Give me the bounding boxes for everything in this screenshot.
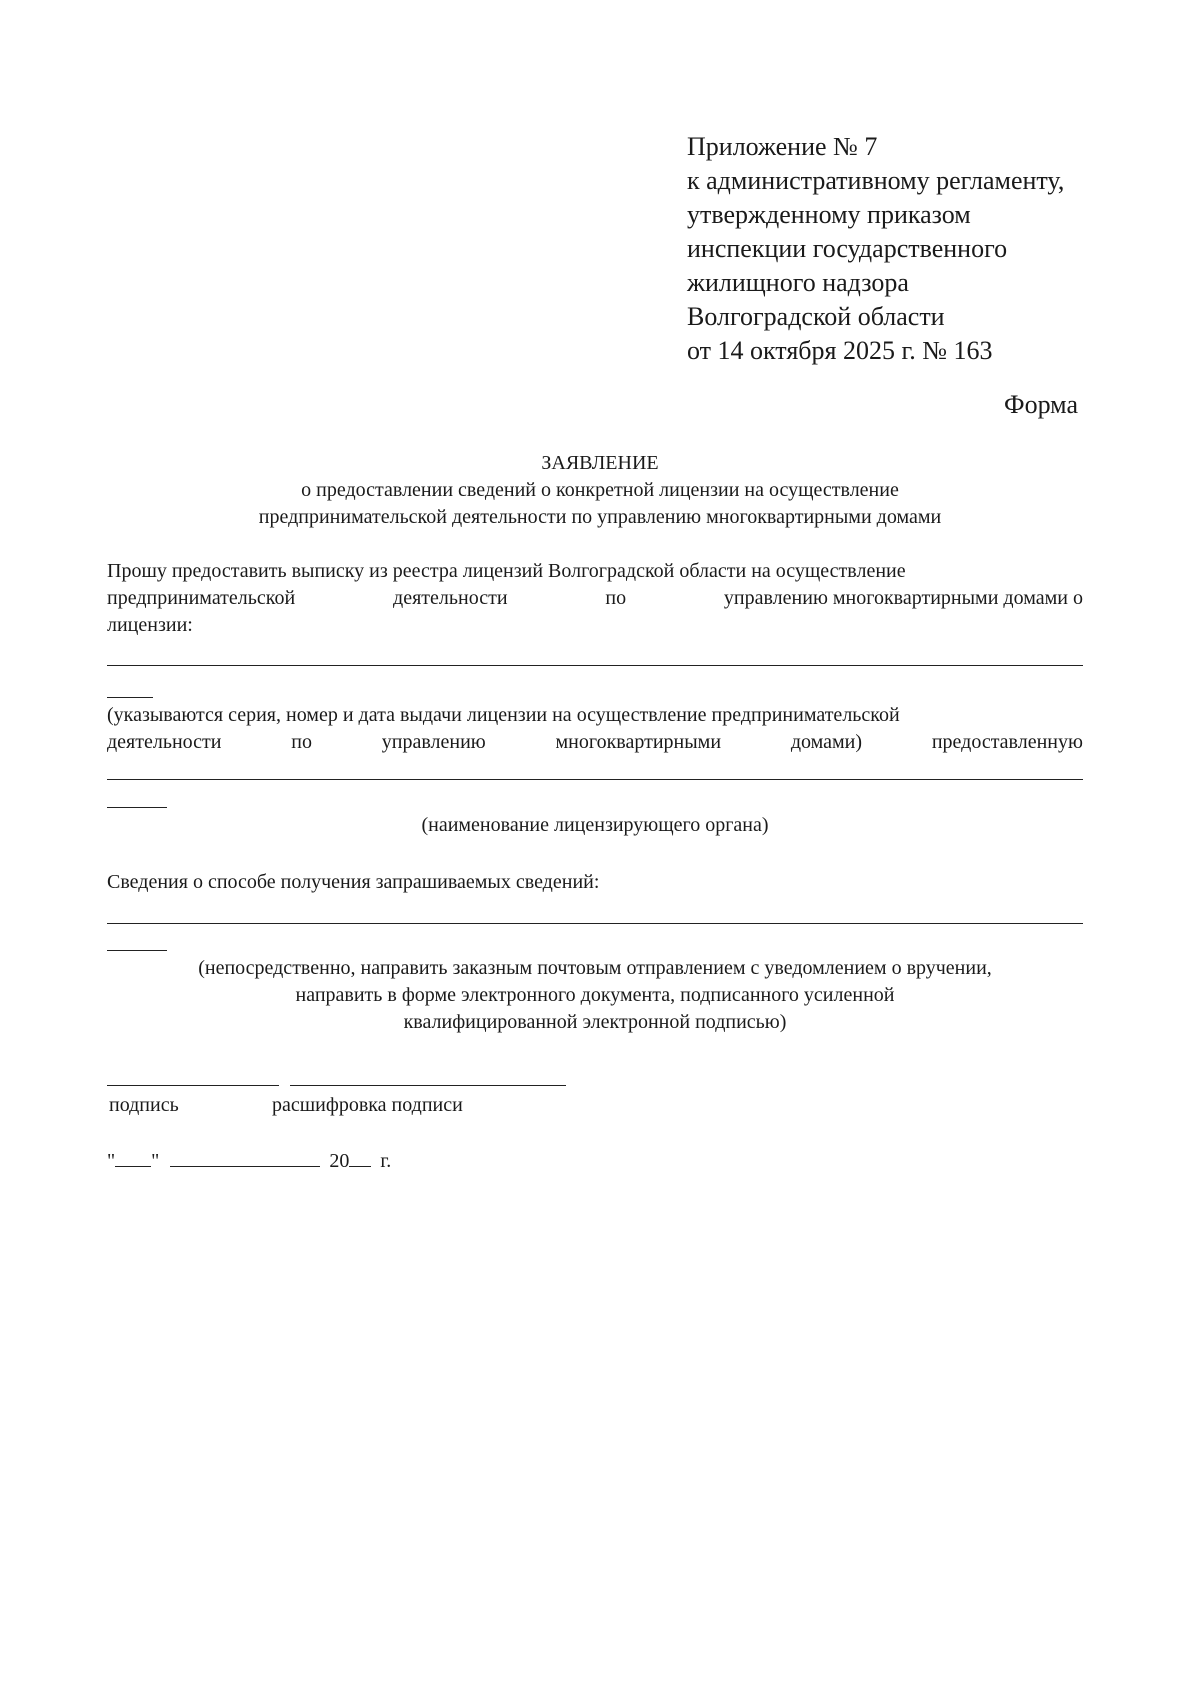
authority-fill-line[interactable] [107, 779, 1083, 780]
hint-word: управлению [381, 731, 486, 753]
signature-decode-label: расшифровка подписи [272, 1094, 463, 1116]
date-close-quote: " [151, 1150, 160, 1172]
year-prefix: 20 [329, 1150, 350, 1172]
method-hint [107, 955, 1083, 1036]
method-hint-line: направить в форме электронного документа, подписанного усиленной [295, 984, 895, 1006]
appendix-line: жилищного надзора [687, 268, 909, 297]
title-line: предпринимательской деятельности по управлению многоквартирными домами [258, 506, 942, 528]
appendix-line: инспекции государственного [687, 234, 1008, 263]
method-fill-line-cont[interactable] [107, 950, 167, 951]
appendix-line: от 14 октября 2025 г. № 163 [687, 336, 993, 365]
method-hint-line: квалифицированной электронной подписью) [403, 1011, 787, 1033]
day-field[interactable] [115, 1148, 151, 1167]
method-label: Сведения о способе получения запрашиваемых сведений: [107, 871, 600, 893]
authority-hint: (наименование лицензирующего органа) [421, 814, 769, 836]
appendix-line: к административному регламенту, [687, 166, 1065, 195]
month-field[interactable] [170, 1148, 320, 1167]
license-hint-line: (указываются серия, номер и дата выдачи лицензии на осуществление предпринимательской [107, 704, 900, 726]
appendix-line: Приложение № 7 [687, 132, 878, 161]
request-word: предпринимательской [107, 587, 296, 609]
method-fill-line[interactable] [107, 923, 1083, 924]
request-line: лицензии: [107, 614, 193, 636]
request-line [107, 585, 1083, 612]
form-label: Форма [1004, 390, 1078, 419]
license-hint-line [107, 729, 1083, 756]
request-line [107, 558, 1083, 585]
appendix-block [687, 130, 1064, 368]
hint-word: деятельности [107, 731, 222, 753]
signature-line[interactable] [107, 1085, 279, 1086]
license-fill-line-cont[interactable] [107, 697, 153, 698]
date-open-quote: " [107, 1150, 116, 1172]
hint-word: домами) [790, 731, 863, 753]
authority-fill-line-cont[interactable] [107, 807, 167, 808]
signature-label: подпись [109, 1094, 179, 1116]
hint-word: предоставленную [931, 731, 1083, 753]
request-text: Прошу предоставить выписку из реестра лицензий Волгоградской области на осуществление [107, 560, 906, 582]
method-hint-line: (непосредственно, направить заказным почтовым отправлением с уведомлением о вручении, [198, 957, 992, 979]
appendix-line: утвержденному приказом [687, 200, 971, 229]
year-suffix: г. [380, 1150, 392, 1172]
title-heading: ЗАЯВЛЕНИЕ [541, 452, 659, 474]
year-field[interactable] [349, 1148, 371, 1167]
hint-word: по [291, 731, 312, 753]
document-title [100, 450, 1100, 531]
title-line: о предоставлении сведений о конкретной лицензии на осуществление [301, 479, 899, 501]
license-fill-line[interactable] [107, 665, 1083, 666]
appendix-line: Волгоградской области [687, 302, 945, 331]
request-word: деятельности [393, 587, 508, 609]
hint-word: многоквартирными [555, 731, 722, 753]
request-word: управлению многоквартирными домами о [723, 587, 1083, 609]
request-word: по [605, 587, 627, 609]
signature-decode-line[interactable] [290, 1085, 566, 1086]
request-paragraph [107, 558, 1083, 639]
license-hint [107, 702, 1083, 756]
date-row [107, 1148, 391, 1173]
